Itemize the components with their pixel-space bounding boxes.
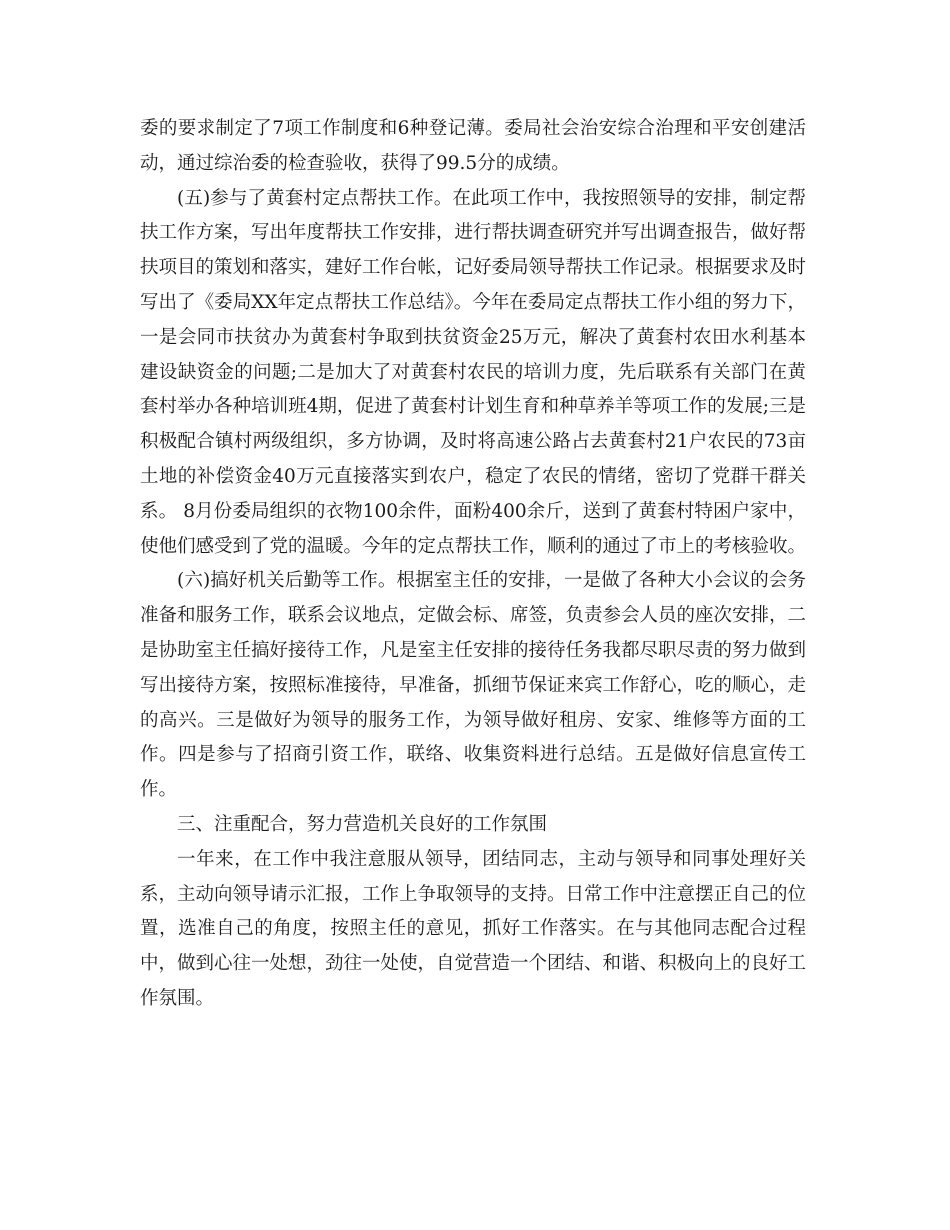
document-body: [140, 112, 806, 1017]
paragraph-poverty-aid: (五)参与了黄套村定点帮扶工作。在此项工作中，我按照领导的安排，制定帮扶工作方案，写出年度帮扶工作安排，进行帮扶调查研究并写出调查报告，做好帮扶项目的策划和落实，建好工作台帐，记好委局领导帮扶工作记录。根据要求及时写出了《委局XX年定点帮扶工作总结》。今年在委局定点帮扶工作小组的努力下，一是会同市扶贫办为黄套村争取到扶贫资金25万元，解决了黄套村农田水利基本建设缺资金的问题;二是加大了对黄套村农民的培训力度，先后联系有关部门在黄套村举办各种培训班4期，促进了黄套村计划生育和种草养羊等项工作的发展;三是积极配合镇村两级组织，多方协调，及时将高速公路占去黄套村21户农民的73亩土地的补偿资金40万元直接落实到农户，稳定了农民的情绪，密切了党群干群关系。 8月份委局组织的衣物100余件，面粉400余斤，送到了黄套村特困户家中，使他们感受到了党的温暖。今年的定点帮扶工作，顺利的通过了市上的考核验收。: [140, 187, 807, 557]
paragraph-logistics: (六)搞好机关后勤等工作。根据室主任的安排，一是做了各种大小会议的会务准备和服务工作，联系会议地点，定做会标、席签，负责参会人员的座次安排，二是协助室主任搞好接待工作，凡是室主任安排的接待任务我都尽职尽责的努力做到写出接待方案，按照标准接待，早准备，抓细节保证来宾工作舒心，吃的顺心，走的高兴。三是做好为领导的服务工作，为领导做好租房、安家、维修等方面的工作。四是参与了招商引资工作，联络、收集资料进行总结。五是做好信息宣传工作。: [140, 570, 807, 801]
paragraph-sys-duties: 委的要求制定了7项工作制度和6种登记薄。委局社会治安综合治理和平安创建活动，通过综治委的检查验收，获得了99.5分的成绩。: [140, 118, 806, 174]
paragraph-cooperation: 一年来，在工作中我注意服从领导，团结同志，主动与领导和同事处理好关系，主动向领导请示汇报，工作上争取领导的支持。日常工作中注意摆正自己的位置，选准自己的角度，按照主任的意见，抓好工作落实。在与其他同志配合过程中，做到心往一处想，劲往一处使，自觉营造一个团结、和谐、积极向上的良好工作氛围。: [140, 848, 807, 1009]
section-heading-cooperation: 三、注重配合，努力营造机关良好的工作氛围: [177, 813, 548, 835]
